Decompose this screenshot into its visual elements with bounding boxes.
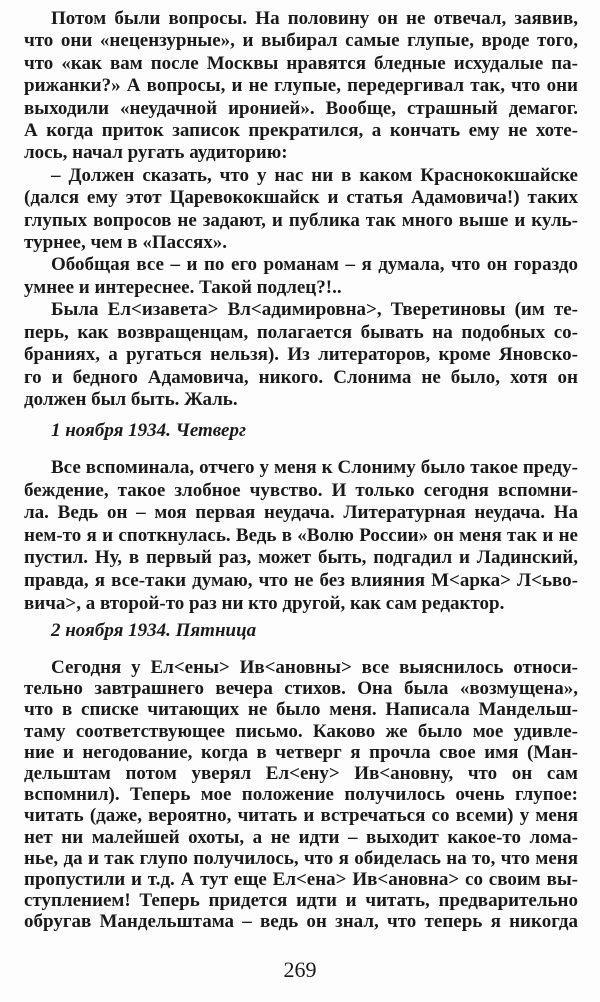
text-line: должен был быть. Жаль.	[24, 388, 238, 410]
text-line: Сегодня у Ел<ены> Ив<ановны> все выяснилось относи-	[51, 657, 578, 678]
text-line: (дался ему этот Царевококшайск и статья Адамовича!) таких	[24, 187, 578, 209]
text-line: ступлением! Теперь придется идти и читать, предварительно	[24, 890, 578, 912]
entry-date-heading: 2 ноября 1934. Пятница	[51, 620, 257, 641]
text-line: нет ни малейшей охоты, а не идти – выходит какое-то лома-	[24, 826, 578, 848]
text-line: турнее, чем в «Пассях».	[24, 232, 227, 254]
text-line: нье, да и так глупо получилось, что я обиделась на то, что меня	[24, 847, 578, 869]
text-line: глупых вопросов не задают, и публика так много выше и куль-	[24, 209, 578, 231]
text-line: вспомнил). Теперь мое положение получилось очень глупое:	[24, 784, 578, 806]
text-line: умнее и интереснее. Такой подлец?!..	[24, 276, 342, 298]
text-line: рижанки?» А вопросы, и не глупые, передергивал так, что они	[24, 75, 578, 97]
text-line: Была Ел<изавета> Вл<адимировна>, Тверетиновы (им те-	[51, 299, 578, 321]
text-line: что они «нецензурные», и выбирал самые глупые, вроде того,	[24, 30, 578, 52]
page-number: 269	[283, 957, 317, 982]
text-line: что в списке читающих не было меня. Написала Мандельш-	[24, 699, 578, 721]
text-line: ла. Ведь он – моя первая неудача. Литературная неудача. На	[24, 502, 578, 524]
diary-entry-nov-2	[24, 657, 578, 933]
text-line: Все вспоминала, отчего у меня к Слониму было такое преду-	[51, 457, 578, 478]
text-line: нем-то я и споткнулась. Ведь в «Волю России» он меня так и не	[24, 524, 578, 546]
text-line: перь, как возвращенцам, полагается бывать на подобных со-	[24, 321, 578, 343]
text-line: лось, начал ругать аудиторию:	[24, 142, 288, 164]
text-line: браниях, а ругаться нельзя). Из литераторов, кроме Яновско-	[24, 344, 578, 366]
text-line: что «как вам после Москвы нравятся бледные исхудалые па-	[24, 52, 578, 74]
text-line: го и бедного Адамовича, никого. Слонима не было, хотя он	[24, 366, 578, 388]
entry-date-heading: 1 ноября 1934. Четверг	[51, 420, 246, 441]
text-line: – Должен сказать, что у нас ни в каком Краснококшайске	[51, 164, 578, 186]
text-line: вича>, а второй-то раз ни кто другой, как сам редактор.	[24, 592, 505, 614]
text-line: читать (даже, вероятно, читать и встречаться со всеми) у меня	[24, 805, 578, 827]
text-line: выходили «неудачной иронией». Вообще, страшный демагог.	[24, 97, 578, 119]
diary-entry-nov-1	[24, 457, 578, 615]
text-line: беждение, такое злобное чувство. И только сегодня вспомни-	[24, 479, 578, 501]
text-line: тельно завтрашнего вечера стихов. Она была «возмущена»,	[24, 678, 578, 700]
text-line: Обобщая все – и по его романам – я думала, что он гораздо	[51, 254, 578, 276]
text-line: пустил. Ну, в первый раз, может быть, подгадил и Ладинский,	[24, 547, 578, 569]
text-line: таму соответствующее письмо. Каково же было мое удивле-	[24, 720, 578, 742]
text-line: правда, я все-таки думаю, что не без влияния М<арка> Л<ьво-	[24, 569, 578, 591]
text-line: Потом были вопросы. На половину он не отвечал, заявив,	[51, 8, 578, 29]
text-line: А когда приток записок прекратился, а кончать ему не хоте-	[24, 120, 578, 142]
text-line: пропустили и т.д. А тут еще Ел<ена> Ив<ановна> со своим вы-	[24, 869, 578, 891]
text-line: ние и негодование, когда в четверг я прочла свое имя (Ман-	[24, 741, 578, 763]
text-line: дельштам потом уверял Ел<ену> Ив<ановну, что он сам	[24, 763, 578, 785]
text-line: обругав Мандельштама – ведь он знал, что теперь я никогда	[24, 911, 578, 933]
diary-entry-continued	[24, 8, 578, 411]
